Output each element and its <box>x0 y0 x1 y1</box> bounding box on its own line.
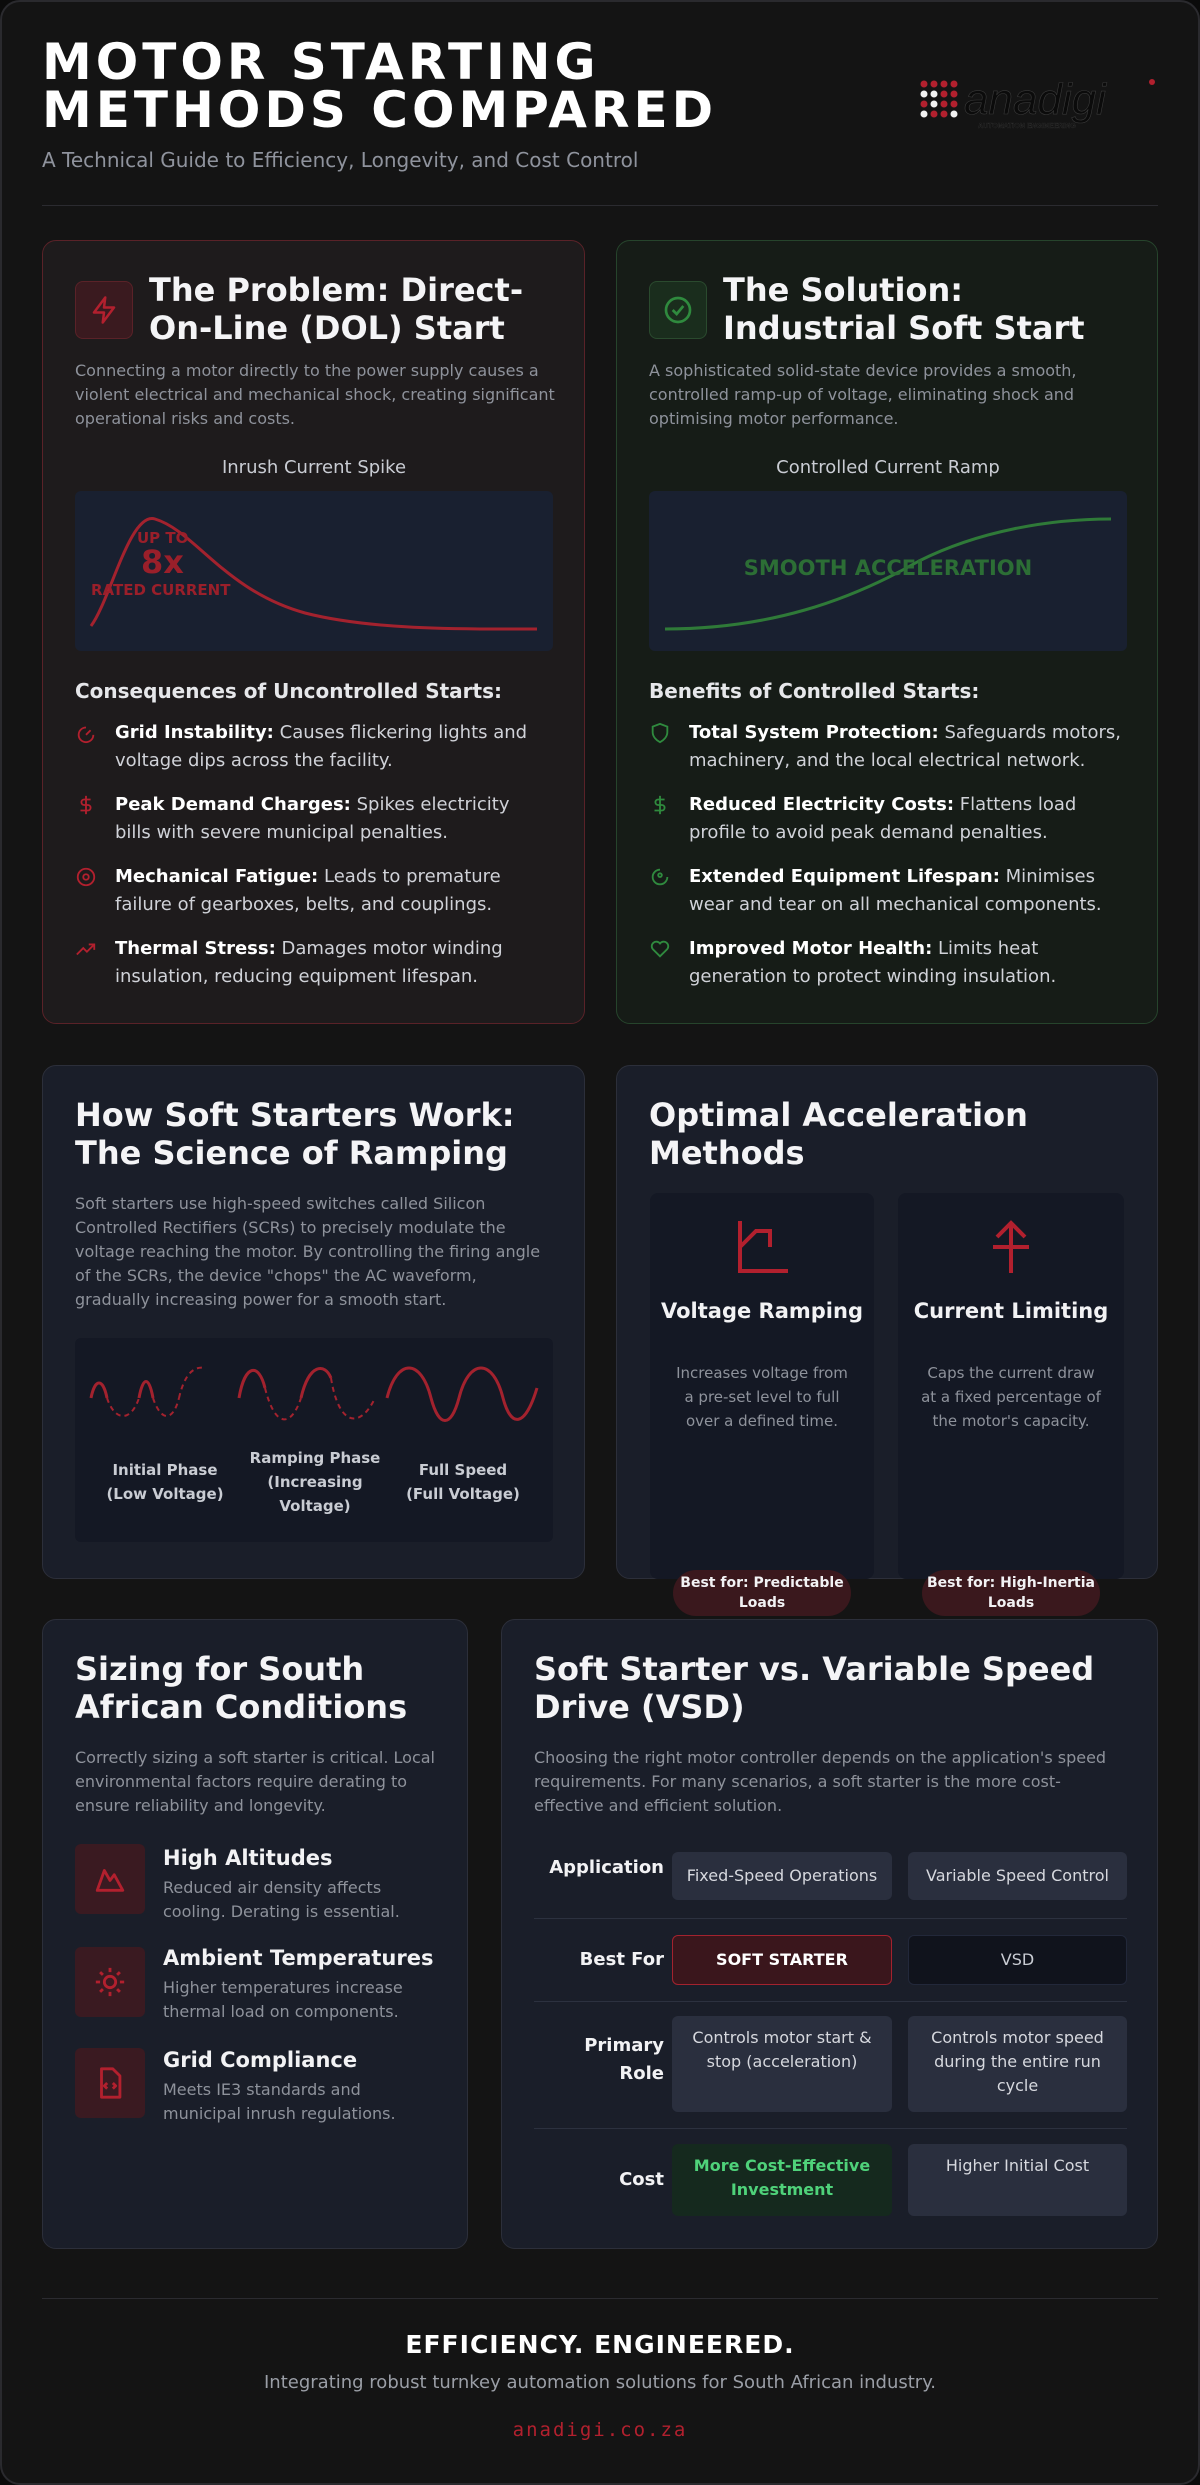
waveform-chart <box>75 1358 553 1438</box>
ramp-icon <box>732 1217 792 1277</box>
solution-card <box>616 240 1158 1024</box>
sun-icon <box>75 1947 145 2017</box>
best-for-badge: Best for: High-Inertia Loads <box>922 1570 1100 1616</box>
sizing-card <box>42 1619 468 2249</box>
method-title: Voltage Ramping <box>661 1299 863 1323</box>
page-subtitle: A Technical Guide to Efficiency, Longevity, and Cost Control <box>42 148 639 172</box>
footer-url-link[interactable]: anadigi.co.za <box>512 2419 688 2441</box>
mountain-icon <box>75 1844 145 1914</box>
how-it-works-card <box>42 1065 585 1579</box>
anadigi-logo <box>918 78 1162 138</box>
sizing-title: Sizing for South African Conditions <box>75 1650 408 1726</box>
method-description: Increases voltage from a pre-set level to full over a defined time. <box>676 1364 848 1430</box>
problem-title: The Problem: Direct-On-Line (DOL) Start <box>149 271 524 347</box>
sizing-item-title: Ambient Temperatures <box>163 1946 434 1970</box>
phase-label-ramping: Ramping Phase (Increasing Voltage) <box>249 1449 381 1515</box>
vsd-cell: Higher Initial Cost <box>908 2144 1127 2216</box>
sizing-item-text: Reduced air density affects cooling. Derating is essential. <box>163 1878 400 1921</box>
gauge-icon <box>75 722 97 744</box>
ramp-chart <box>649 491 1127 651</box>
shield-icon <box>649 722 671 744</box>
soft-starter-cell: More Cost-Effective Investment <box>672 2144 892 2216</box>
solution-chart-label: Controlled Current Ramp <box>776 457 1000 478</box>
svg-text:anadigi: anadigi <box>964 78 1106 124</box>
row-divider <box>534 1918 1127 1919</box>
waveform-panel <box>75 1338 553 1542</box>
method-voltage-ramping <box>650 1193 874 1579</box>
cycle-icon <box>649 866 671 888</box>
consequences-heading: Consequences of Uncontrolled Starts: <box>75 679 502 703</box>
list-item: Extended Equipment Lifespan: Minimises wear and tear on all mechanical components. <box>649 863 1129 935</box>
comparison-description: Choosing the right motor controller depends on the application's speed requirements. For many scenarios, a soft starter is the more cost-effective and efficient solution. <box>534 1748 1107 1815</box>
soft-starter-cell: Fixed-Speed Operations <box>672 1852 892 1900</box>
trend-up-icon <box>75 938 97 960</box>
list-item: Total System Protection: Safeguards motors, machinery, and the local electrical network. <box>649 719 1129 791</box>
row-label: Best For <box>579 1949 664 1970</box>
row-label: Cost <box>619 2169 664 2190</box>
solution-description: A sophisticated solid-state device provides a smooth, controlled ramp-up of voltage, eliminating shock and optimising motor performance. <box>649 361 1077 428</box>
inrush-overlay-line1: UP TO <box>137 529 189 547</box>
row-divider <box>534 2128 1127 2129</box>
svg-text:AUTOMATION ENGINEERING: AUTOMATION ENGINEERING <box>978 123 1076 130</box>
row-label: Primary Role <box>584 2035 664 2084</box>
page-title: MOTOR STARTING METHODS COMPARED <box>42 33 718 139</box>
lightning-icon <box>75 281 133 339</box>
list-item: Grid Instability: Causes flickering lights and voltage dips across the facility. <box>75 719 545 791</box>
method-title: Current Limiting <box>913 1299 1109 1323</box>
sizing-item-title: High Altitudes <box>163 1846 333 1870</box>
consequences-list <box>75 719 545 1007</box>
best-for-badge: Best for: Predictable Loads <box>673 1570 851 1616</box>
footer-subtitle: Integrating robust turnkey automation solutions for South African industry. <box>263 2372 937 2393</box>
row-label: Application <box>549 1857 664 1878</box>
comparison-title: Soft Starter vs. Variable Speed Drive (VSD) <box>534 1650 1095 1726</box>
ramp-overlay-text: SMOOTH ACCELERATION <box>743 556 1033 580</box>
inrush-overlay-line2: 8x <box>141 543 184 581</box>
row-divider <box>534 2001 1127 2002</box>
footer-tagline: EFFICIENCY. ENGINEERED. <box>405 2330 795 2359</box>
dollar-icon <box>75 794 97 816</box>
vsd-cell: Variable Speed Control <box>908 1852 1127 1900</box>
soft-starter-cell: Controls motor start & stop (acceleration) <box>672 2016 892 2112</box>
vsd-cell: VSD <box>908 1935 1127 1985</box>
problem-description: Connecting a motor directly to the power supply causes a violent electrical and mechanical shock, creating significant operational risks and costs. <box>75 361 555 428</box>
list-item: Mechanical Fatigue: Leads to premature failure of gearboxes, belts, and couplings. <box>75 863 545 935</box>
method-current-limiting <box>898 1193 1124 1579</box>
soft-starter-cell: SOFT STARTER <box>672 1935 892 1985</box>
gear-icon <box>75 866 97 888</box>
logo-dots-icon <box>918 78 1162 138</box>
list-item: Improved Motor Health: Limits heat generation to protect winding insulation. <box>649 935 1129 1007</box>
sizing-item-title: Grid Compliance <box>163 2048 358 2072</box>
inrush-overlay-line3: RATED CURRENT <box>91 581 231 599</box>
sizing-description: Correctly sizing a soft starter is critical. Local environmental factors require derating to ensure reliability and longevity. <box>75 1748 435 1815</box>
method-description: Caps the current draw at a fixed percentage of the motor's capacity. <box>921 1364 1101 1430</box>
dollar-icon <box>649 794 671 816</box>
sizing-item-text: Meets IE3 standards and municipal inrush regulations. <box>163 2080 396 2123</box>
how-title: How Soft Starters Work: The Science of Ramping <box>75 1096 515 1172</box>
solution-title: The Solution: Industrial Soft Start <box>723 271 1085 347</box>
list-item: Reduced Electricity Costs: Flattens load profile to avoid peak demand penalties. <box>649 791 1129 863</box>
limit-icon <box>981 1217 1041 1277</box>
heart-icon <box>649 938 671 960</box>
phase-label-initial: Initial Phase (Low Voltage) <box>106 1461 224 1503</box>
comparison-card <box>501 1619 1158 2249</box>
benefits-heading: Benefits of Controlled Starts: <box>649 679 980 703</box>
benefits-list <box>649 719 1129 1007</box>
phase-label-full: Full Speed (Full Voltage) <box>406 1461 520 1503</box>
header-divider <box>42 205 1158 206</box>
document-code-icon <box>75 2048 145 2118</box>
vsd-cell: Controls motor speed during the entire run cycle <box>908 2016 1127 2112</box>
problem-card <box>42 240 585 1024</box>
check-circle-icon <box>649 281 707 339</box>
how-description: Soft starters use high-speed switches called Silicon Controlled Rectifiers (SCRs) to precisely modulate the voltage reaching the motor. By controlling the firing angle of the SCRs, the device "chops" the AC waveform, gradually increasing power for a smooth start. <box>75 1194 541 1309</box>
methods-title: Optimal Acceleration Methods <box>649 1096 1028 1172</box>
problem-chart-label: Inrush Current Spike <box>221 457 407 478</box>
footer-divider <box>42 2298 1158 2299</box>
list-item: Peak Demand Charges: Spikes electricity bills with severe municipal penalties. <box>75 791 545 863</box>
sizing-item-text: Higher temperatures increase thermal load on components. <box>163 1978 403 2021</box>
list-item: Thermal Stress: Damages motor winding insulation, reducing equipment lifespan. <box>75 935 545 1007</box>
inrush-chart <box>75 491 553 651</box>
